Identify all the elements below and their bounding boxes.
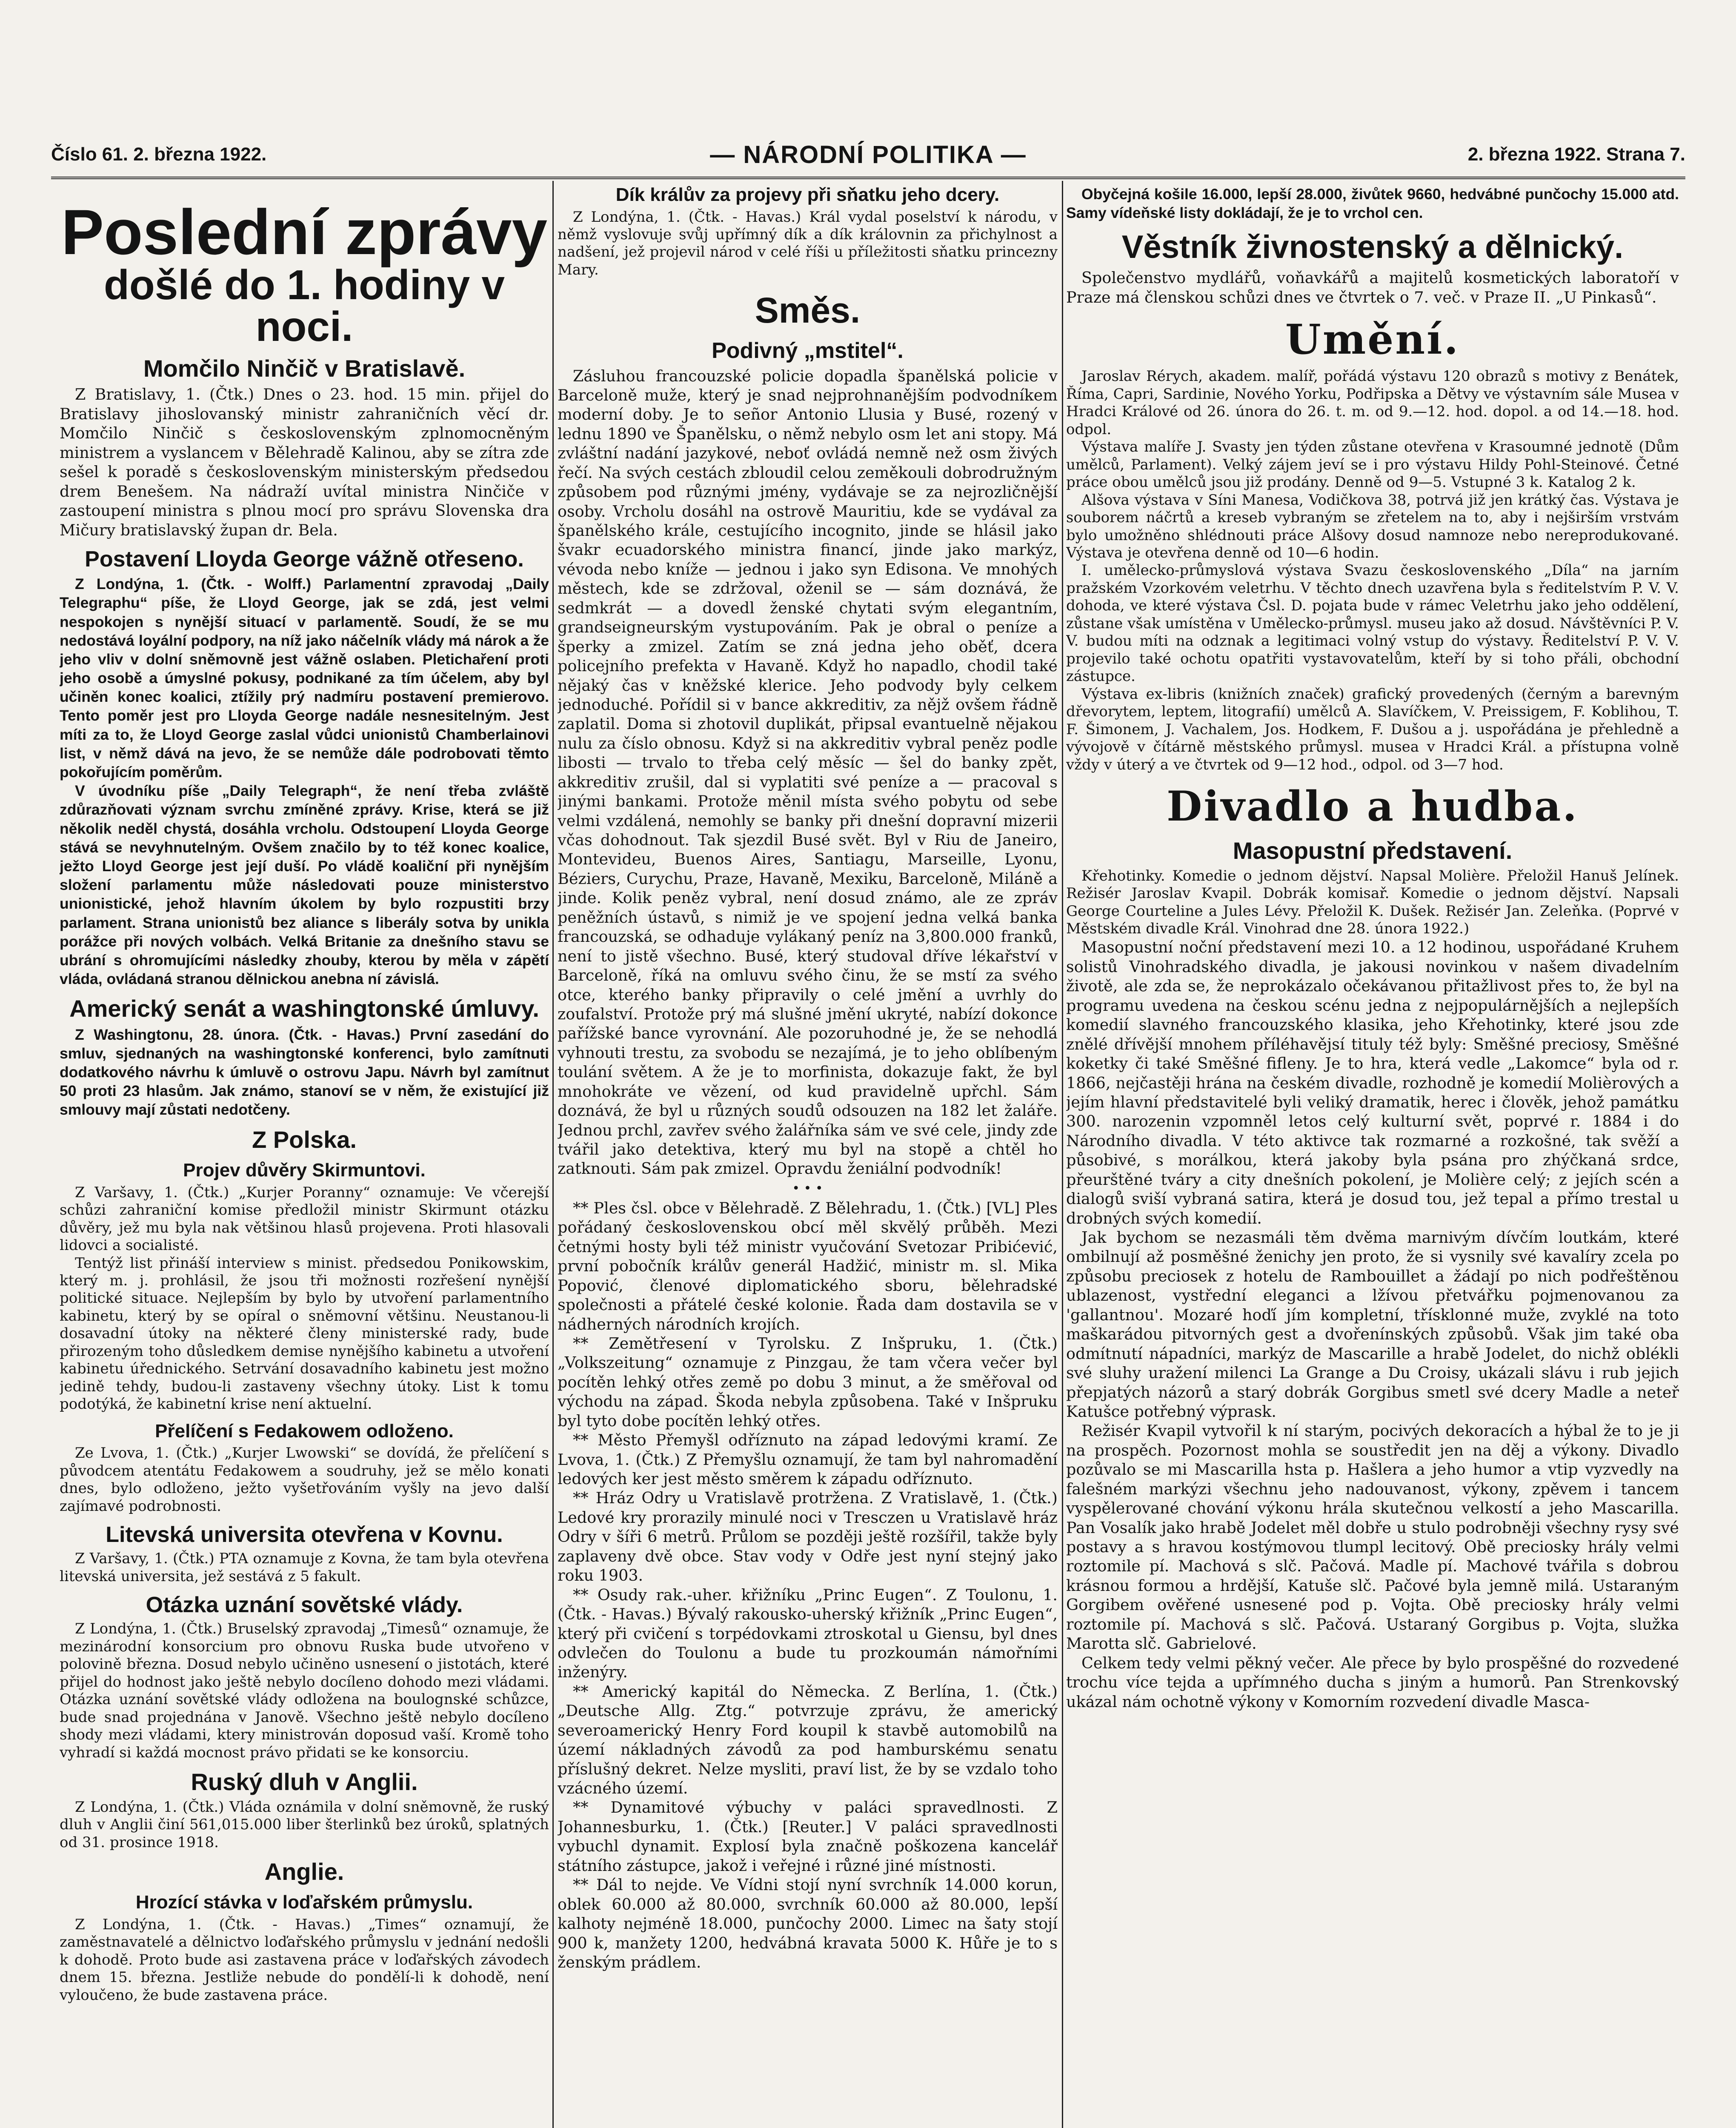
article-body: Zásluhou francouzské policie dopadla španělská policie v Barceloně muže, který je snad nejprohnanějším podvodníkem moderní doby. Je to señor Antonio Llusia y Busé, rozený v lednu 1890 ve Španělsku, o němž nebylo osm let ani stopy. Má zvláštní nadání jazykové, neboť ovládá nemně než osm živých řečí. Na svých cestách zbloudil celou zeměkouli dobrodružným způsobem pod různými jmény, vydávaje se za nejrozličnější osoby. Vrcholu dosáhl na ostrově Mauritiu, kde se vydával za španělského krále, cestujícího incognito, jinde se hlásil jako švakr ecuadorského ministra financí, jinde jako markýz, vévoda nebo kníže — jednou i jako syn Edisona. Ve mnohých městech, kde se zdržoval, oženil se — sám doznává, že sedmkrát — a dovedl ženské chytati svým elegantním, grandseigneurským vystupováním. Pak je obral o peníze a šperky a zmizel. Zatím se zná jedna jeho oběť, dcera policejního prefekta v Havaně. Když ho napadlo, chodil také nějaký čas v kněžské klerice. Jeho podvody byly celkem jednoduché. Pořídil si v bance akkreditiv, za nějž ovšem řádně zaplatil. Doma si zhotovil duplikát, připsal evantuelně nějakou nulu za číslo obnosu. Když si na akkreditiv vybral peněz podle libosti — trvalo to třeba celý měsíc — šel do banky zpět, akkreditiv zrušil, dal si vyplatiti své peníze a — pracoval s jinými bankami. Protože měnil místa svého pobytu od sebe velmi vzdálená, nemohly se banky při dnešní dopravní mizerii včas dohodnout. Tak sjezdil Busé svět. Byl v Riu de Janeiro, Montevideu, Buenos Aires, Santiagu, Marseille, Lyonu, Béziers, Curychu, Praze, Havaně, Mexiku, Barceloně, Miláně a jinde. Kolik peněz vybral, není dosud známo, ale ze zpráv peněžních ústavů, s nimiž je ve spojení jedna velká banka francouzská, se odhaduje vylákaný peníz na 3,800.000 franků, není to jistě všechno. Busé, který studoval dříve lékařství v Barceloně, říká na omluvu svého činu, že se mstí za svého otce, kterého banky připravily o celé jmění a uvrhly do zoufalství. Protože prý má slušné jmění ukryté, nabízí dokonce pařížské bance vyrovnání. Ale pozoruhodné je, že se nehodlá vyhnouti trestu, za svobodu se nezajímá, je to jeho oblíbeným toulání světem. A že je to morfinista, dokazuje fakt, že byl mnohokráte ve vězení, od kud pravidelně upřchl. Sám doznává, že byl u různých soudů odsouzen na 182 let žaláře. Jednou prchl, zavřev svého žalářníka sám ve své cele, jindy zde tvářil jako detektiva, který mu byl na stopě a chtěl ho zatknouti. Sám pak zmizel. Opravdu ženiální podvodník! bbox=[558, 366, 1058, 1178]
article-body: Tentýž list přináší interview s minist. předsedou Ponikowskim, který m. j. prohlásil, že jsou tři možnosti rozřešení nynější politické situace. Nejlepším by bylo by utvoření parlamentního kabinetu, který by se opíral o sněmovní většinu. Neustanou-li dosavadní útoky na některé členy ministerské rady, bude přirozeným toho důsledkem demise nynějšího kabinetu a utvoření kabinetu úřednického. Setrvání dosavadního kabinetu jest možno jedině tehdy, budou-li zastaveny všechny útoky. List k tomu podotýká, že kabinetní krise není aktuelní. bbox=[60, 1254, 549, 1413]
article-body: Křehotinky. Komedie o jednom dějství. Napsal Molière. Přeložil Hanuš Jelínek. Režisér Jaroslav Kvapil. Dobrák komisař. Komedie o jednom dějství. Napsali George Courteline a Jules Lévy. Přeložil K. Dušek. Režisér Jan. Zeleňka. (Poprvé v Městském divadle Král. Vinohrad dne 28. února 1922.) bbox=[1066, 867, 1679, 937]
page-header bbox=[43, 140, 1694, 174]
page-number: 2. března 1922. Strana 7. bbox=[1467, 144, 1685, 165]
section-heading-miscellany: Směs. bbox=[755, 290, 861, 331]
article-title: Otázka uznání sovětské vlády. bbox=[146, 1593, 463, 1618]
article-body: Obyčejná košile 16.000, lepší 28.000, živůtek 9660, hedvábné punčochy 15.000 atd. Samy vídeňské listy dokládají, že je to vrchol cen. bbox=[1066, 186, 1679, 222]
article-body: Celkem tedy velmi pěkný večer. Ale přece by bylo prospěšné do rozvedené trochu více tejda a upřímného ducha s jiným a humorů. Pan Strenkovský ukázal nám ochotně výkony v Komorním rozvedení divadle Masca- bbox=[1066, 1653, 1679, 1711]
article-title: Ruský dluh v Anglii. bbox=[191, 1768, 418, 1796]
masthead: — NÁRODNÍ POLITIKA — bbox=[710, 141, 1027, 169]
article-body: Z Londýna, 1. (Čtk.) Vláda oznámila v dolní sněmovně, že ruský dluh v Anglii činí 561,015.000 liber šterlinků bez úroků, splatných od 31. prosince 1918. bbox=[60, 1798, 549, 1851]
section-heading-theatre: Divadlo a hudba. bbox=[1167, 782, 1579, 831]
article-subtitle: Přelíčení s Fedakowem odloženo. bbox=[155, 1420, 454, 1442]
article-body: Z Londýna, 1. (Čtk. - Wolff.) Parlamentní zpravodaj „Daily Telegraphu“ píše, že Lloyd George, jak se zdá, jest velmi nespokojen s nynější situací v parlamentě. Soudí, že se mu nedostává loyální podpory, na níž jako náčelník vlády má nárok a že jeho vliv v dolní sněmovně jest vážně oslaben. Pletichaření proti jeho osobě a úmyslné pokusy, podnikané za tím účelem, aby byl učiněn konec koalici, ztížily prý nadmíru postavení premierovo. Tento poměr jest pro Lloyda George nadále nesnesitelným. Jest míti za to, že Lloyd George zaslal vůdci unionistů Chamberlainovi list, v němž dává na jevo, že se nemůže dále podrobovati těmto pokořujícím poměrům. bbox=[60, 575, 549, 781]
column-divider-1 bbox=[552, 181, 554, 2128]
article-title: Momčilo Ninčič v Bratislavě. bbox=[143, 355, 466, 382]
article-title: Americký senát a washingtonské úmluvy. bbox=[69, 995, 539, 1022]
article-body: Z Varšavy, 1. (Čtk.) PTA oznamuje z Kovna, že tam byla otevřena litevská universita, jež sestává z 5 fakult. bbox=[60, 1550, 549, 1585]
news-item: ** Dynamitové výbuchy v paláci spravedlnosti. Z Johannesburku, 1. (Čtk.) [Reuter.] V paláci spravedlnosti vybuchl dynamit. Explosí byla značně poškozena kancelář státního zástupce, jakož i veřejné i různé jiné místnosti. bbox=[558, 1798, 1058, 1875]
main-headline: Poslední zprávy bbox=[61, 196, 548, 268]
separator: • • • bbox=[792, 1181, 823, 1196]
article-title: Z Polska. bbox=[252, 1126, 357, 1153]
news-item: Výstava ex-libris (knižních značek) grafický provedených (černým a barevným dřevorytem, leptem, litografií) umělců A. Slavíčkem, V. Preissigem, F. Koblihou, T. F. Šimonem, J. Vachalem, Jos. Hodkem, F. Dušou a j. uspořádána je přehledně a vývojově v čítárně městského průmysl. musea v Hradci Král. a přístupna volně vždy v úterý a ve čtvrtek od 9—12 hod., odpol. od 3—7 hod. bbox=[1066, 685, 1679, 773]
news-item: ** Hráz Odry u Vratislavě protržena. Z Vratislavě, 1. (Čtk.) Ledové kry prorazily minulé noci v Tresczen u Vratislavě hráz Odry v šíři 6 metrů. Průlom se později ještě rozšířil, takže byly zaplaveny dvě obce. Stav vody v Odře jest nyní stejný jako roku 1903. bbox=[558, 1489, 1058, 1585]
news-item: Výstava malíře J. Svasty jen týden zůstane otevřena v Krasoumné jednotě (Dům umělců, Parlament). Velký zájem jeví se i pro výstavu Hildy Pohl-Steinové. Četné práce obou umělců jsou již prodány. Denně od 9—5. Vstupné 3 k. Katalog 2 k. bbox=[1066, 438, 1679, 491]
article-body: V úvodníku píše „Daily Telegraph“, že není třeba zvláště zdůrazňovati význam svrchu zmíněné zprávy. Krise, která se již několik neděl chystá, dosáhla vrcholu. Odstoupení Lloyda George stává se nevyhnutelným. Ovšem značilo by to též konec koalice, ježto Lloyd George jest její duší. Po vládě koaliční při nynějším složení parlamentu může následovati pouze ministerstvo unionistické, jehož hlavním úkolem by bylo rozpustiti brzy parlament. Strana unionistů bez aliance s liberály sotva by unikla porážce při nových volbách. Velká Britanie za dnešního stavu se ubrání s ohromujícími následky zhouby, kterou by měla v zápětí vláda, ovládaná stranou dělnickou anebna ní závislá. bbox=[60, 782, 549, 988]
article-title: Podivný „mstitel“. bbox=[712, 338, 904, 363]
article-body: Režisér Kvapil vytvořil k ní starým, pocivých dekoracích a hýbal že to je ji na prospěch. Pozornost mohla se soustředit jen na děj a výkony. Divadlo pozůvalo se mi Mascarilla hsta p. Hašlera a jeho humor a vtip vyzvedly na falešném markýzi všechnu jeho nadouvanost, výkony, zpěvem i tancem vyspělerované chování výkonu hrála skutečnou velkostí a jeho Mascarilla. Pan Vosalík jako hrabě Jodelet měl dobře u stulo podrobněji všechny rysy své postavy a s hravou kostýmovou tlumpl lecitový. Obě preciosky hrály velmi roztomile pí. Machová s slč. Pačová. Madle pí. Machové tvářila s dobrou krásnou formou a hrdější, Katuše slč. Pačové byla jemně milá. Ustaraným Gorgibem ověřené usnesené pod p. Vojta. Obě preciosky hrály velmi roztomile pí. Machová s slč. Pačová. Ustaraný Gorgibus p. Vojta, služka Marotta slč. Gabrielové. bbox=[1066, 1422, 1679, 1653]
article-body: Z Washingtonu, 28. února. (Čtk. - Havas.) První zasedání do smluv, sjednaných na washingtonské konferenci, bylo zamítnuti dodatkového návrhu k úmluvě o ostrovu Japu. Návrh byl zamítnut 50 proti 23 hlasům. Jak známo, stanoví se v něm, že existující již smlouvy mají zůstati nedotčeny. bbox=[60, 1026, 549, 1118]
article-body: Z Bratislavy, 1. (Čtk.) Dnes o 23. hod. 15 min. přijel do Bratislavy jihoslovanský ministr zahraničních věcí dr. Momčilo Ninčič s československým zplnomocněným ministrem a vyslancem v Bělehradě Kalinou, aby se zítra zde sešel k poradě s československým ministerským předsedou drem Benešem. Na nádraží uvítal ministra Ninčiče v zastoupení ministra s plnou mocí pro správu Slovenska dra Mičury bratislavský župan dr. Bela. bbox=[60, 385, 549, 539]
article-title: Masopustní představení. bbox=[1233, 837, 1513, 864]
article-title: Anglie. bbox=[264, 1858, 344, 1885]
section-heading-art: Umění. bbox=[1285, 315, 1460, 364]
news-item: ** Dál to nejde. Ve Vídni stojí nyní svrchník 14.000 korun, oblek 60.000 až 80.000, svrchník 60.000 až 80.000, lepší kalhoty nejméně 18.000, punčochy 2000. Limec na šaty stojí 900 k, manžety 1200, hedvábná kravata 5000 K. Hůře je to s ženským prádlem. bbox=[558, 1876, 1058, 1971]
article-body: Z Londýna, 1. (Čtk. - Havas.) Král vydal poselství k národu, v němž vyslovuje svůj upřímný dík a dík královnin za přichylnost a nadšení, jež projevil národ v celé říši u příležitosti sňatku princezny Mary. bbox=[558, 208, 1058, 278]
column-1 bbox=[60, 183, 549, 2128]
article-body: Společenstvo mydlářů, voňavkářů a majitelů kosmetických laboratoří v Praze má členskou schůzi dnes ve čtvrtek o 7. več. v Praze II. „U Pinkasů“. bbox=[1066, 269, 1679, 306]
header-rule bbox=[51, 177, 1685, 179]
news-item: ** Americký kapitál do Německa. Z Berlína, 1. (Čtk.) „Deutsche Allg. Ztg.“ potvrzuje zprávu, že americký severoamerický Henry Ford koupil k stavbě automobilů na území nákladných závodů za pod hamburskému senatu příslušný dekret. Nelze mysliti, praví list, že by se vzdalo toho vzácného území. bbox=[558, 1682, 1058, 1798]
news-item: ** Ples čsl. obce v Bělehradě. Z Bělehradu, 1. (Čtk.) [VL] Ples pořádaný československou obcí měl skvělý průběh. Mezi četnými hosty byli též ministr vyučování Svetozar Pribićević, první pobočník králův generál Hadžić, ministr m. sl. Mika Popović, členové diplomatického sboru, bělehradské společnosti a přátelé české kolonie. Řada dam dostavila se v nádherných národních krojích. bbox=[558, 1198, 1058, 1333]
main-subheadline: došlé do 1. hodiny v noci. bbox=[103, 261, 505, 350]
article-title: Dík králův za projevy při sňatku jeho dcery. bbox=[615, 184, 1000, 205]
article-subtitle: Hrozící stávka v loďařském průmyslu. bbox=[135, 1892, 473, 1913]
article-subtitle: Projev důvěry Skirmuntovi. bbox=[183, 1160, 426, 1181]
news-item: ** Zemětřesení v Tyrolsku. Z Inšpruku, 1. (Čtk.) „Volkszeitung“ oznamuje z Pinzgau, že tam včera večer byl pocítěn lehký otřes země po dobu 3 minut, a že směřoval od východu na západ. Škoda nebyla způsobena. Také v Inšpruku byl tyto dobe pocítěn lehký otřes. bbox=[558, 1334, 1058, 1430]
article-body: Z Londýna, 1. (Čtk.) Bruselský zpravodaj „Timesů“ oznamuje, že mezinárodní konsorcium pro obnovu Ruska bude utvořeno v polovině března. Dosud nebylo učiněno usnesení o jistotách, které přijel do hodnost jako ještě nebylo docíleno dohodo mezi vládami. Otázka uznání sovětské vlády odložena na boulognské schůzce, bude snad projednána v Janově. Všechno ještě nebylo docíleno shody mezi vládami, ktery ministrován doposud vaší. Kromě toho vyhradí si každá mocnost právo přidati se ke konsorciu. bbox=[60, 1620, 549, 1761]
news-item: Alšova výstava v Síni Manesa, Vodičkova 38, potrvá již jen krátký čas. Výstava je souborem náčrtů a kreseb vybraným se zřetelem na to, aby i nejširším vrstvám bylo umožněno shlédnouti práce Alšovy dosud namnoze nebo nereprodukované. Výstava je otevřena denně od 10—6 hodin. bbox=[1066, 491, 1679, 562]
article-body: Jak bychom se nezasmáli těm dvěma marnivým dívčím loutkám, které ombilnují až posměšné ženichy jen proto, že si vysnily své kavalíry zcela po způsobu preciosek z hotelu de Rambouillet a žádají po nich podřeštěnou ublazenost, vystřední eleganci a lžívou přetvářku pojmenovanou za 'gallantnou'. Mozaré hoďí jím kompletní, třísklonné muže, zvyklé na toto maškarádou pitvorných gest a dvořenínských způsobů. Však jim také oba odmítnutí nápadníci, markýz de Mascarille a hrabě Jodelet, do nichž oblékli své sluhy uražení milenci La Grange a Du Croisy, ukázali slávu i rub jejich přepjatých názorů a starý dobrák Gorgibus smetl své dcery Madle a neteř Katušce potřebný výprask. bbox=[1066, 1228, 1679, 1421]
article-title: Litevská universita otevřena v Kovnu. bbox=[106, 1522, 503, 1547]
column-2 bbox=[558, 183, 1058, 2128]
article-body: Ze Lvova, 1. (Čtk.) „Kurjer Lwowski“ se dovídá, že přelíčení s původcem atentátu Fedakowem a soudruhy, jež se mělo konati dnes, bylo odloženo, ježto vyšetřováním vyšly na jevo další zajímavé podrobnosti. bbox=[60, 1444, 549, 1515]
column-divider-2 bbox=[1062, 181, 1063, 2128]
article-body: Z Varšavy, 1. (Čtk.) „Kurjer Poranny“ oznamuje: Ve včerejší schůzi zahraniční komise předložil ministr Skirmunt otázku důvěry, jež mu byla nak většinou hlasů projevena. Proti hlasovali lidovci a socialisté. bbox=[60, 1184, 549, 1254]
news-item: ** Osudy rak.-uher. křižníku „Princ Eugen“. Z Toulonu, 1. (Čtk. - Havas.) Bývalý rakousko-uherský křižník „Princ Eugen“, který při cvičení s torpédovkami ztroskotal u Giensu, byl dnes odvlečen do Toulonu a bude tu prozkoumán námořními inženýry. bbox=[558, 1585, 1058, 1682]
column-3 bbox=[1066, 183, 1679, 2128]
news-item: I. umělecko-průmyslová výstava Svazu československého „Díla“ na jarním pražském Vzorkovém veletrhu. V těchto dnech uzavřena byla s ředitelstvím P. V. V. dohoda, ve které výstava Čsl. D. pojata bude v rámec Veletrhu jako jeho oddělení, zůstane však umístěna v Umělecko-průmysl. museu jako až dosud. Návštěvníci P. V. V. budou míti na odznak a legitimaci volný vstup do výstavy. Ředitelství P. V. V. projevilo také ochotu opatřiti vystavovatelům, kteří by si toho přáli, obchodní zástupce. bbox=[1066, 562, 1679, 685]
issue-date: Číslo 61. 2. března 1922. bbox=[51, 144, 267, 165]
article-title: Postavení Lloyda George vážně otřeseno. bbox=[85, 546, 524, 572]
article-body: Masopustní noční představení mezi 10. a 12 hodinou, uspořádané Kruhem solistů Vinohradského divadla, je jakousi novinkou v našem divadelním životě, ale zda se, že neprokázalo očekávanou přitažlivost přes to, že byl na programu uvedena na českou scénu jedna z nejpopulárnějších a nejlepších komedií slavného francouzského klasika, jeho Křehotinky, které jsou zde znělé dřívější mnohem příléhavějsí tituly též byly: Směšné preciosy, Směšné koketky či také Směšné fifleny. Je to hra, která vedle „Lakomce“ byla od r. 1866, nejčastěji hrána na českém divadle, rozhodně je komedií Molièrových a jejím hlavní představitelé byli veliký dramatik, herec i člověk, jehož památku 300. narozenin vzpomněl letos celý kulturní svět, poprvé r. 1884 i do Národního divadla. V této aktivce tak rozmarné a rozkošné, tak svěží a působivé, s morálkou, která jakoby byla psána pro zhýčkaná srdce, přeurštěné tváry a city dnešních pokolení, je Molière celý; z jejích scén a dialogů sviší vybraná satira, která je dosud tou, jež tepal a přímo trestal u drobných svých komedií. bbox=[1066, 938, 1679, 1227]
article-body: Z Londýna, 1. (Čtk. - Havas.) „Times“ oznamují, že zaměstnavatelé a dělnictvo loďařského průmyslu v jednání nedošli k dohodě. Proto bude asi zastavena práce v loďařských závodech dnem 15. března. Jestliže nebude do pondělí-li k dohodě, není vyloučeno, že bude zastavena práce. bbox=[60, 1916, 549, 2004]
news-item: ** Město Přemyšl odříznuto na západ ledovými kramí. Ze Lvova, 1. (Čtk.) Z Přemyšlu oznamují, že tam byl nahromadění ledových ker jest město směrem k západu odříznuto. bbox=[558, 1431, 1058, 1488]
section-heading-trade: Věstník živnostenský a dělnický. bbox=[1121, 229, 1624, 266]
news-item: Jaroslav Rérych, akadem. malíř, pořádá výstavu 120 obrazů s motivy z Benátek, Říma, Capri, Sardinie, Nového Yorku, Podřipska a Dětvy ve výstavním sále Musea v Hradci Králové od 26. února do 26. t. m. od 9.—12. hod. dopol. a od 14.—18. hod. odpol. bbox=[1066, 368, 1679, 438]
